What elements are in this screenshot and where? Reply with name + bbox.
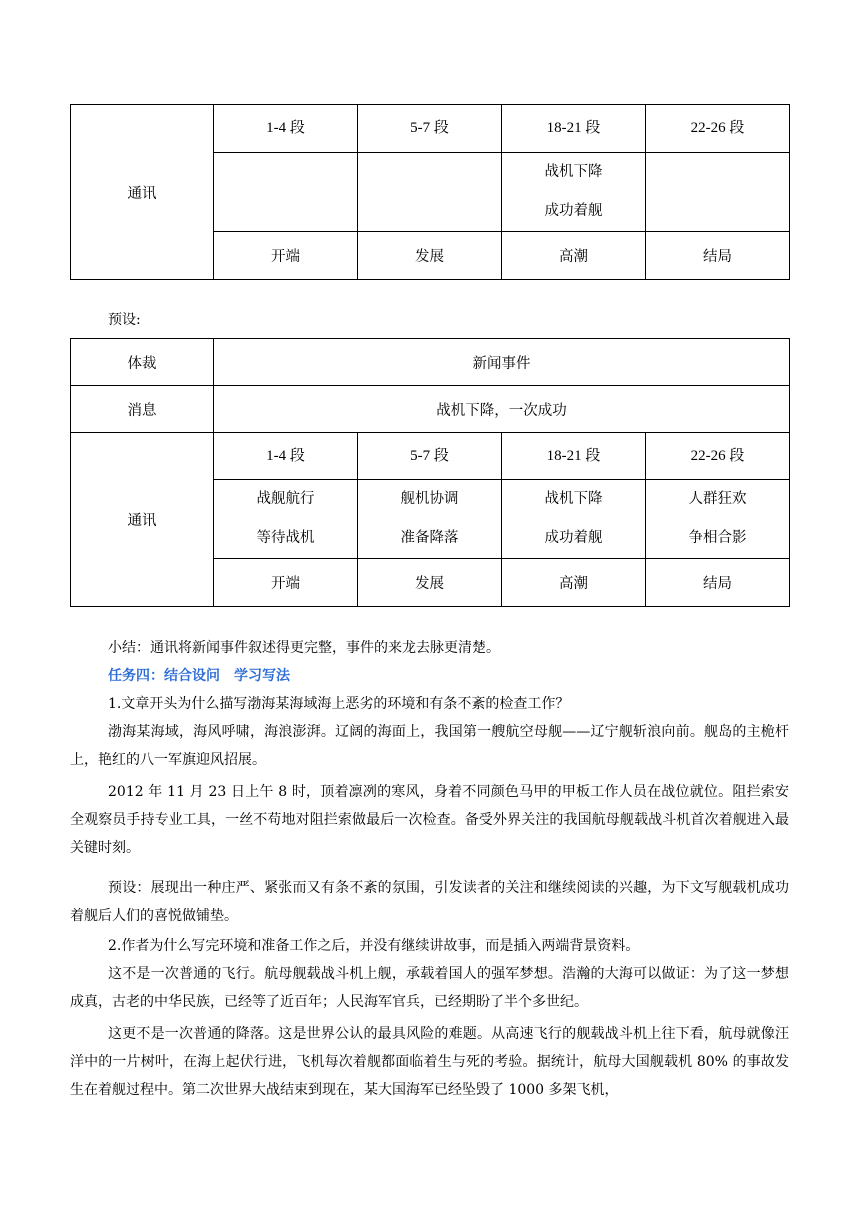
content-line: 争相合影 <box>688 530 747 546</box>
quote-paragraph-1: 渤海某海域，海风呼啸，海浪澎湃。辽阔的海面上，我国第一艘航空母舰——辽宁舰斩浪向前。舰岛的主桅杆上，艳红的八一军旗迎风招展。 <box>70 724 789 768</box>
summary: 小结：通讯将新闻事件叙述得更完整，事件的来龙去脉更清楚。 <box>108 640 500 656</box>
genre-header: 体裁 <box>71 339 214 386</box>
genre-cell: 通讯 <box>71 105 214 280</box>
question-2: 2.作者为什么写完环境和准备工作之后，并没有继续讲故事，而是插入两端背景资料。 <box>108 938 640 954</box>
segment-header: 18-21 段 <box>502 105 646 153</box>
content-line: 人群狂欢 <box>688 491 747 507</box>
segment-header: 22-26 段 <box>646 105 790 153</box>
content-cell <box>646 480 790 559</box>
content-line: 成功着舰 <box>544 530 603 546</box>
stage-cell: 高潮 <box>502 232 646 280</box>
segment-header: 1-4 段 <box>214 105 358 153</box>
stage-cell: 开端 <box>214 232 358 280</box>
segment-header: 1-4 段 <box>214 433 358 480</box>
segment-header: 5-7 段 <box>358 105 502 153</box>
stage-cell: 开端 <box>214 559 358 607</box>
content-line: 舰机协调 <box>400 491 459 507</box>
quote-paragraph-3: 这不是一次普通的飞行。航母舰载战斗机上舰，承载着国人的强军梦想。浩瀚的大海可以做证：为了这一梦想成真，古老的中华民族，已经等了近百年；人民海军官兵，已经期盼了半个多世纪。 <box>70 966 789 1010</box>
content-cell <box>358 480 502 559</box>
segment-header: 22-26 段 <box>646 433 790 480</box>
structure-table-partial <box>70 104 790 280</box>
structure-table-full <box>70 338 790 607</box>
content-line: 战舰航行 <box>256 491 315 507</box>
stage-cell: 发展 <box>358 232 502 280</box>
content-cell <box>646 153 790 232</box>
content-cell <box>214 153 358 232</box>
segment-header: 5-7 段 <box>358 433 502 480</box>
content-cell <box>502 153 646 232</box>
news-event-cell: 战机下降，一次成功 <box>214 386 790 433</box>
preset-label: 预设: <box>108 312 141 328</box>
genre-cell: 通讯 <box>71 433 214 607</box>
question-1: 1.文章开头为什么描写渤海某海域海上恶劣的环境和有条不紊的检查工作？ <box>108 696 570 712</box>
stage-cell: 发展 <box>358 559 502 607</box>
preset-answer: 预设：展现出一种庄严、紧张而又有条不紊的氛围，引发读者的关注和继续阅读的兴趣，为下文写舰载机成功着舰后人们的喜悦做铺垫。 <box>70 880 789 924</box>
news-genre-cell: 消息 <box>71 386 214 433</box>
content-line: 战机下降 <box>544 491 603 507</box>
segment-header: 18-21 段 <box>502 433 646 480</box>
content-line: 成功着舰 <box>544 203 603 219</box>
event-header: 新闻事件 <box>214 339 790 386</box>
content-line: 等待战机 <box>256 530 315 546</box>
content-line: 准备降落 <box>400 530 459 546</box>
stage-cell: 结局 <box>646 559 790 607</box>
content-cell <box>358 153 502 232</box>
quote-paragraph-4: 这更不是一次普通的降落。这是世界公认的最具风险的难题。从高速飞行的舰载战斗机上往下看，航母就像汪洋中的一片树叶，在海上起伏行进，飞机每次着舰都面临着生与死的考验。据统计，航母大国舰载机 80% 的事故发生在着舰过程中。第二次世界大战结束到现在，某大国海军已经坠毁了 1000 多架飞机， <box>70 1026 789 1098</box>
stage-cell: 高潮 <box>502 559 646 607</box>
quote-paragraph-2: 2012 年 11 月 23 日上午 8 时，顶着凛冽的寒风，身着不同颜色马甲的甲板工作人员在战位就位。阻拦索安全观察员手持专业工具，一丝不苟地对阻拦索做最后一次检查。备受外界关注的我国航母舰载战斗机首次着舰进入最关键时刻。 <box>70 784 789 856</box>
task-heading: 任务四：结合设问 学习写法 <box>108 668 290 684</box>
stage-cell: 结局 <box>646 232 790 280</box>
content-cell <box>214 480 358 559</box>
content-cell <box>502 480 646 559</box>
content-line: 战机下降 <box>544 164 603 180</box>
